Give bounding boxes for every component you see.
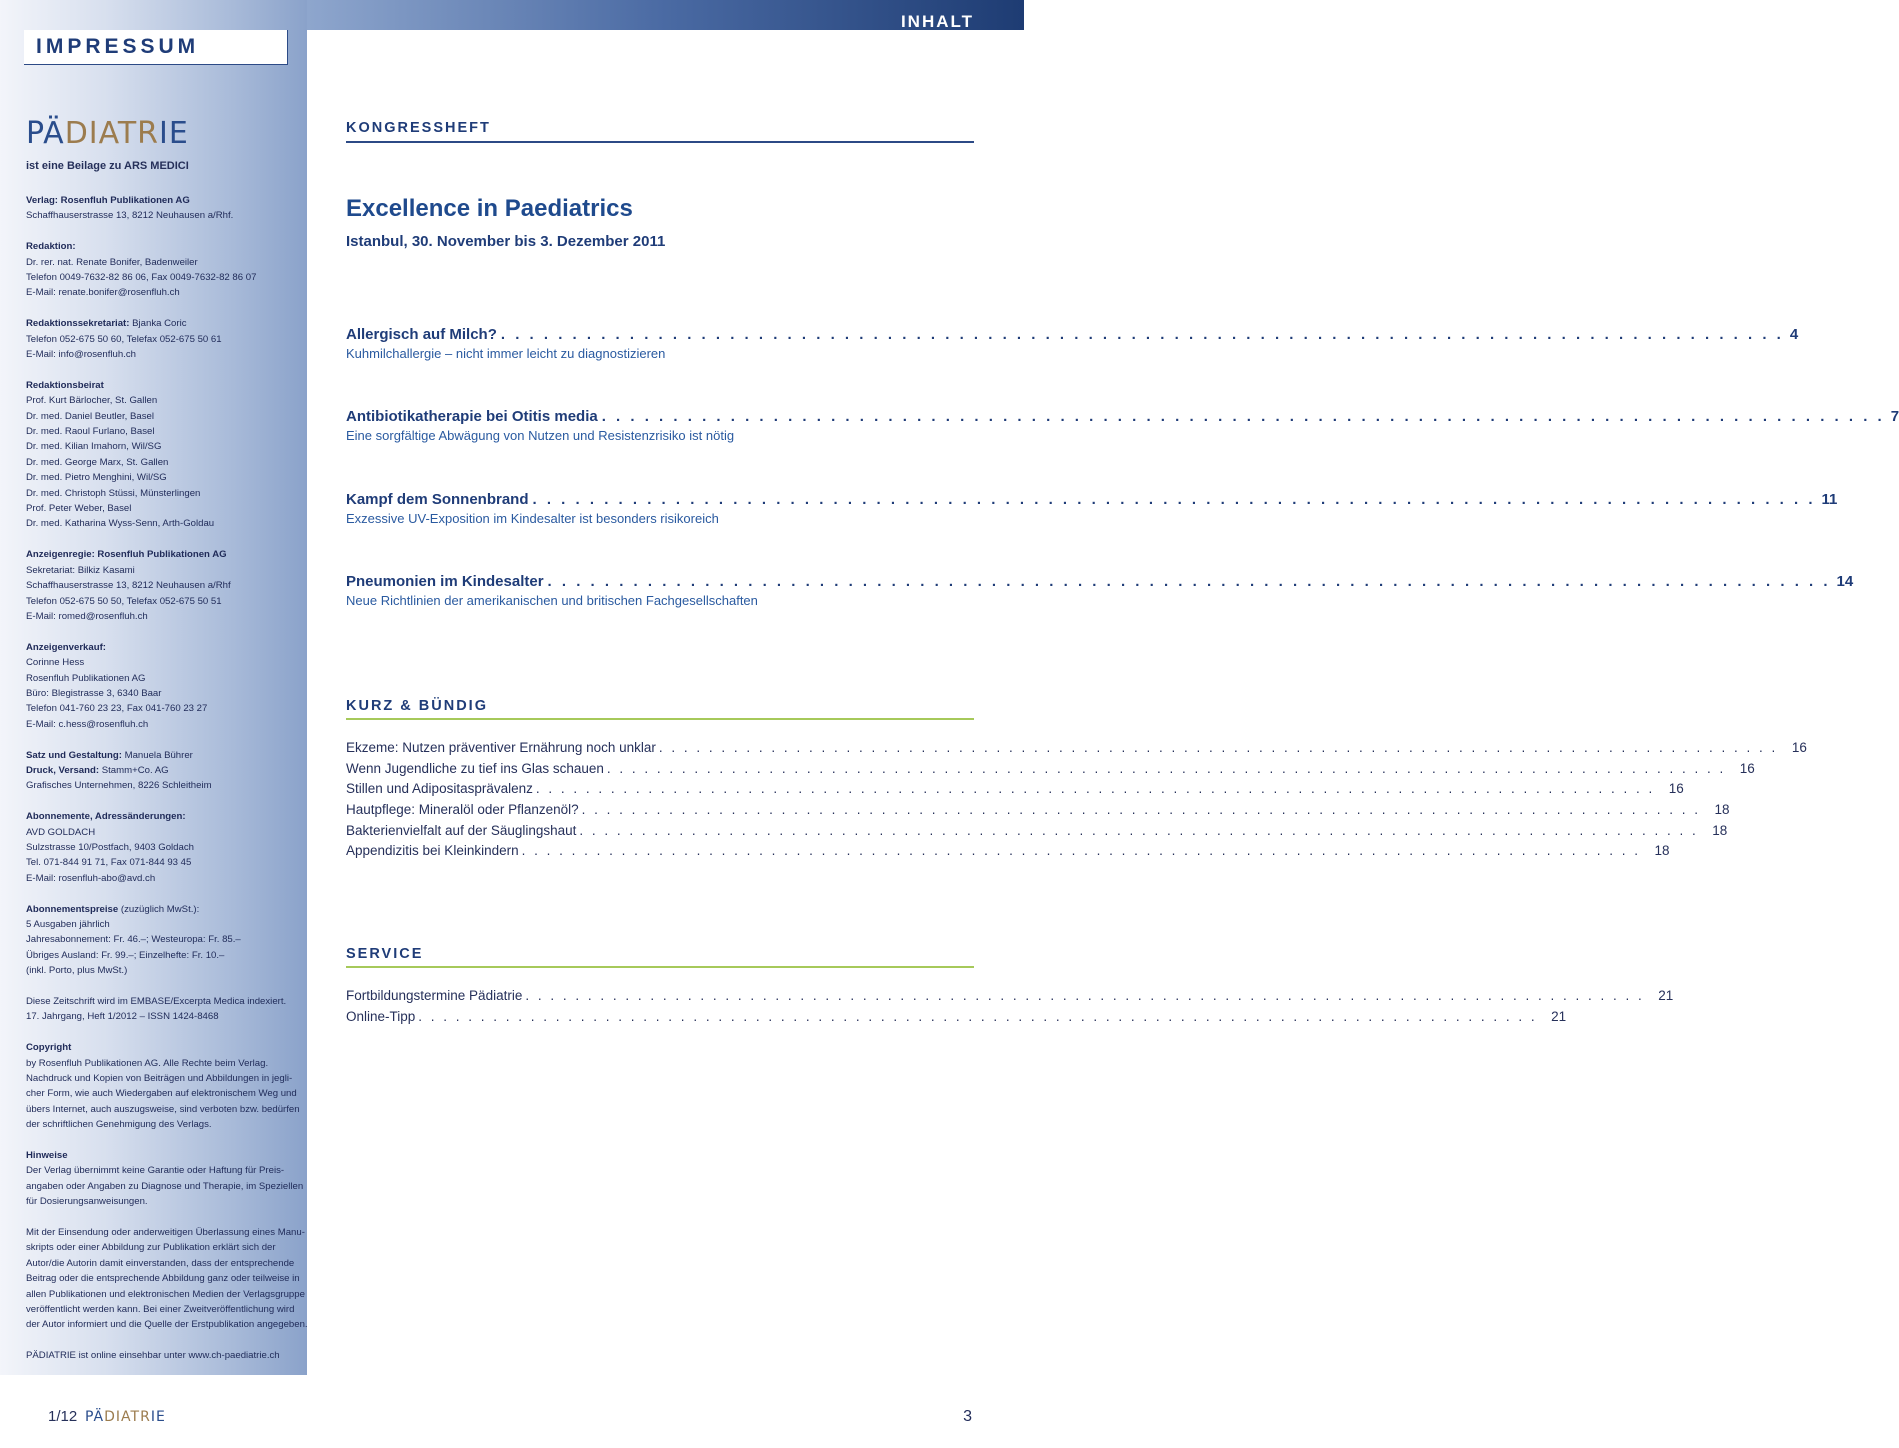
impressum-block [26,809,304,886]
impressum-line [26,563,304,578]
toc-entry-title: Allergisch auf Milch? [346,326,497,343]
kongress-title: Excellence in Paediatrics [346,195,633,222]
impressum-line-text: Autor/die Autorin damit einverstanden, dass der entsprechende [26,1257,295,1269]
impressum-line [26,609,304,624]
impressum-line [26,1009,304,1024]
impressum-line [26,963,304,978]
impressum-line-text: Übriges Ausland: Fr. 99.–; Einzelhefte: Fr. 10.– [26,949,225,961]
toc-leader-dots: . . . . . . . . . . . . . . . . . . . . . . . . . . . . . . . . . . . . . . . . . . . . . . . . . . . . . . . . . . . . . . . . . . . . . . . . . . . . . . . . . . . . . . . . . . [606,760,1726,776]
toc-entry[interactable] [346,821,1728,842]
impressum-line-heading: Copyright [26,1042,72,1054]
impressum-line [26,208,304,223]
impressum-line [26,778,304,793]
impressum-line [26,1148,304,1163]
impressum-line [26,547,304,562]
impressum-line-text: der Autor informiert und die Quelle der Erstpublikation angegeben. [26,1319,308,1331]
impressum-line [26,1287,304,1302]
footer-paediatrie-logo [85,1409,166,1425]
toc-leader-dots: . . . . . . . . . . . . . . . . . . . . . . . . . . . . . . . . . . . . . . . . . . . . . . . . . . . . . . . . . . . . . . . . . . . . . . . . . . . . . . . . . . . . . . . . . . [581,802,1701,818]
impressum-line [26,285,304,300]
logo-part-mid: DIATR [64,116,160,151]
impressum-line-text: Telefon 052-675 50 50, Telefax 052-675 50 51 [26,595,222,607]
paediatrie-logo [26,116,189,151]
logo-part-pre: PÄ [85,1409,105,1425]
impressum-line-text: Rosenfluh Publikationen AG [26,672,146,684]
impressum-line [26,332,304,347]
impressum-line-text: Schaffhauserstrasse 13, 8212 Neuhausen a/Rhf. [26,210,234,222]
kongress-subtitle: Istanbul, 30. November bis 3. Dezember 2011 [346,233,666,250]
impressum-line-heading: Abonnemente, Adressänderungen: [26,811,186,823]
toc-entry[interactable] [346,779,1684,800]
section-title-service: SERVICE [346,946,424,962]
logo-part-post: IE [150,1409,166,1425]
impressum-block [26,316,304,362]
impressum-line [26,1040,304,1055]
toc-entry-page: 14 [1836,573,1854,590]
impressum-line [26,686,304,701]
impressum-line-text: 17. Jahrgang, Heft 1/2012 – ISSN 1424-8468 [26,1011,219,1023]
footer-issue: 1/12 [48,1408,78,1425]
impressum-line [26,255,304,270]
toc-entry[interactable] [346,800,1730,821]
impressum-line-text: Mit der Einsendung oder anderweitigen Überlassung eines Manu- [26,1227,305,1239]
impressum-line-text: E-Mail: renate.bonifer@rosenfluh.ch [26,287,180,299]
section-rule-service [346,966,974,968]
impressum-line-text: Dr. med. Raoul Furlano, Basel [26,426,155,438]
impressum-line-text: Manuela Bührer [121,749,193,761]
impressum-line [26,1256,304,1271]
impressum-line-text: Telefon 0049-7632-82 86 06, Fax 0049-7632-82 86 07 [26,272,257,284]
impressum-line-heading: Redaktion: [26,241,76,253]
toc-entry-page: 7 [1890,408,1899,425]
impressum-line [26,671,304,686]
toc-entry-main[interactable] [346,491,1838,526]
impressum-line [26,748,304,763]
impressum-line-text: Dr. med. Daniel Beutler, Basel [26,410,154,422]
toc-entry-main[interactable] [346,408,1899,443]
impressum-block [26,378,304,532]
toc-entry[interactable] [346,1007,1567,1028]
impressum-line [26,840,304,855]
impressum-line [26,424,304,439]
impressum-line-text: Dr. med. George Marx, St. Gallen [26,456,169,468]
impressum-line-text: Dr. med. Pietro Menghini, Wil/SG [26,472,167,484]
impressum-line [26,470,304,485]
impressum-line [26,1071,304,1086]
toc-leader-dots: . . . . . . . . . . . . . . . . . . . . . . . . . . . . . . . . . . . . . . . . . . . . . . . . . . . . . . . . . . . . . . . . . . . . . . . . . . . . . . . . . . . . . . . . . . [521,843,1641,859]
impressum-line [26,871,304,886]
impressum-line [26,701,304,716]
impressum-line-text: Stamm+Co. AG [99,764,169,776]
impressum-line-text: skripts oder einer Abbildung zur Publikation erklärt sich der [26,1242,276,1254]
impressum-line-text: allen Publikationen und elektronischen Medien der Verlagsgruppe [26,1288,305,1300]
impressum-sidebar [0,0,307,1375]
toc-list-service [346,986,1674,1027]
impressum-line [26,193,304,208]
impressum-line-text: E-Mail: romed@rosenfluh.ch [26,610,148,622]
impressum-line [26,655,304,670]
impressum-line-heading: Satz und Gestaltung: [26,749,122,761]
toc-entry[interactable] [346,841,1670,862]
impressum-line [26,1102,304,1117]
impressum-line-text: Diese Zeitschrift wird im EMBASE/Excerpta Medica indexiert. [26,995,287,1007]
logo-part-pre: PÄ [26,116,65,151]
toc-entry-main[interactable] [346,326,1799,361]
impressum-line-text: der schriftlichen Genehmigung des Verlags. [26,1119,212,1131]
toc-leader-dots: . . . . . . . . . . . . . . . . . . . . . . . . . . . . . . . . . . . . . . . . . . . . . . . . . . . . . . . . . . . . . . . . . . . . . . . . . . . . . . . . . . . . . . . . . . [418,1008,1538,1024]
toc-entry-title: Online-Tipp [346,1008,416,1024]
impressum-line-text: by Rosenfluh Publikationen AG. Alle Rechte beim Verlag. [26,1057,269,1069]
toc-entry-title: Kampf dem Sonnenbrand [346,491,529,508]
impressum-line-text: Dr. rer. nat. Renate Bonifer, Badenweiler [26,256,198,268]
toc-entry-title: Fortbildungstermine Pädiatrie [346,988,523,1003]
impressum-line [26,717,304,732]
toc-entry-page: 16 [1739,760,1755,776]
impressum-line [26,347,304,362]
impressum-line [26,948,304,963]
impressum-line-text: E-Mail: rosenfluh-abo@avd.ch [26,872,156,884]
impressum-block [26,547,304,624]
impressum-line [26,855,304,870]
impressum-line [26,1317,308,1332]
toc-list-kurz [346,738,1807,862]
impressum-line [26,316,304,331]
logo-part-post: IE [159,116,189,151]
impressum-line-text: Büro: Blegistrasse 3, 6340 Baar [26,687,162,699]
impressum-block [26,1225,308,1333]
toc-entry-title: Wenn Jugendliche zu tief ins Glas schauen [346,760,604,776]
toc-leader-dots: . . . . . . . . . . . . . . . . . . . . . . . . . . . . . . . . . . . . . . . . . . . . . . . . . . . . . . . . . . . . . . . . . . . . . . . . . . . . . . . . . . . . . . . . . . [579,822,1699,838]
section-rule-kurz [346,718,974,720]
impressum-line [26,455,304,470]
section-rule-kongressheft [346,141,974,143]
impressum-line [26,640,304,655]
impressum-block [26,1348,304,1363]
impressum-line-text: angaben oder Angaben zu Diagnose und Therapie, im Speziellen [26,1180,304,1192]
toc-entry-subtitle: Neue Richtlinien der amerikanischen und britischen Fachgesellschaften [346,593,758,608]
impressum-line [26,1194,304,1209]
impressum-line [26,1240,304,1255]
impressum-line [26,1056,304,1071]
impressum-line-text: übers Internet, auch auszugsweise, sind verboten bzw. bedürfen [26,1103,300,1115]
impressum-line [26,1302,304,1317]
impressum-line [26,501,304,516]
toc-entry-title: Hautpflege: Mineralöl oder Pflanzenöl? [346,802,579,818]
toc-entry-page: 16 [1791,740,1807,755]
impressum-line [26,1163,304,1178]
impressum-line-text: Dr. med. Kilian Imahorn, Wil/SG [26,441,162,453]
toc-entry-page: 18 [1654,843,1670,859]
impressum-line-text: Prof. Peter Weber, Basel [26,503,132,515]
logo-part-mid: DIATR [104,1409,151,1425]
toc-entry-page: 21 [1658,988,1674,1003]
impressum-line [26,239,304,254]
impressum-line [26,1271,304,1286]
impressum-line-text: AVD GOLDACH [26,826,96,838]
toc-leader-dots: . . . . . . . . . . . . . . . . . . . . . . . . . . . . . . . . . . . . . . . . . . . . . . . . . . . . . . . . . . . . . . . . . . . . . . . . . . . . . . . . . . . . . . . . . . [547,573,1831,590]
toc-entry[interactable] [346,986,1674,1007]
toc-entry-page: 18 [1714,802,1730,818]
toc-leader-dots: . . . . . . . . . . . . . . . . . . . . . . . . . . . . . . . . . . . . . . . . . . . . . . . . . . . . . . . . . . . . . . . . . . . . . . . . . . . . . . . . . . . . . . . . . . [535,781,1655,797]
impressum-line-text: Sulzstrasse 10/Postfach, 9403 Goldach [26,841,194,853]
impressum-line-text: Der Verlag übernimmt keine Garantie oder Haftung für Preis- [26,1165,285,1177]
impressum-line-heading: Hinweise [26,1150,68,1162]
impressum-block [26,1148,304,1210]
impressum-line [26,1348,304,1363]
impressum-block [26,902,304,979]
impressum-line-text: PÄDIATRIE ist online einsehbar unter www.ch-paediatrie.ch [26,1350,280,1362]
impressum-block [26,640,304,732]
impressum-line-text: für Dosierungsanweisungen. [26,1196,148,1208]
impressum-line-text: Grafisches Unternehmen, 8226 Schleitheim [26,780,212,792]
impressum-line [26,932,304,947]
impressum-line-text: 5 Ausgaben jährlich [26,918,110,930]
impressum-line [26,516,304,531]
impressum-line-text: Schaffhauserstrasse 13, 8212 Neuhausen a/Rhf [26,580,231,592]
impressum-line-text: Sekretariat: Bilkiz Kasami [26,564,135,576]
impressum-block [26,748,304,794]
impressum-line [26,825,304,840]
impressum-line-heading: Abonnementspreise [26,903,119,915]
inhalt-tab-label: INHALT [900,12,974,31]
toc-entry-subtitle: Exzessive UV-Exposition im Kindesalter ist besonders risikoreich [346,511,719,526]
impressum-header-box [24,30,288,65]
toc-leader-dots: . . . . . . . . . . . . . . . . . . . . . . . . . . . . . . . . . . . . . . . . . . . . . . . . . . . . . . . . . . . . . . . . . . . . . . . . . . . . . . . . . . . . . . . . . . [500,326,1784,343]
impressum-line [26,594,304,609]
impressum-blocks [26,193,308,1379]
impressum-line-text: Corinne Hess [26,657,85,669]
impressum-title: IMPRESSUM [36,35,200,58]
toc-entry-title: Antibiotikatherapie bei Otitis media [346,408,598,425]
impressum-line [26,486,304,501]
toc-entry-title: Stillen und Adipositasprävalenz [346,781,533,797]
impressum-line [26,1086,304,1101]
impressum-line [26,270,304,285]
impressum-line-text: Dr. med. Katharina Wyss-Senn, Arth-Goldau [26,518,215,530]
toc-entry-title: Ekzeme: Nutzen präventiver Ernährung noch unklar [346,740,656,755]
impressum-line-heading: Verlag: Rosenfluh Publikationen AG [26,195,190,206]
impressum-line-text: Tel. 071-844 91 71, Fax 071-844 93 45 [26,857,192,869]
section-title-kurz: KURZ & BÜNDIG [346,698,488,714]
impressum-line [26,809,304,824]
impressum-block [26,994,304,1025]
impressum-line-heading: Anzeigenregie: Rosenfluh Publikationen AG [26,549,227,561]
impressum-line [26,409,304,424]
impressum-line-text: Prof. Kurt Bärlocher, St. Gallen [26,395,158,407]
impressum-line [26,393,304,408]
toc-entry-page: 11 [1821,491,1838,508]
toc-leader-dots: . . . . . . . . . . . . . . . . . . . . . . . . . . . . . . . . . . . . . . . . . . . . . . . . . . . . . . . . . . . . . . . . . . . . . . . . . . . . . . . . . . . . . . . . . . [532,491,1816,508]
toc-entry-page: 16 [1668,781,1684,797]
impressum-line [26,439,304,454]
impressum-line [26,1117,304,1132]
toc-entry-subtitle: Eine sorgfältige Abwägung von Nutzen und Resistenzrisiko ist nötig [346,428,735,443]
impressum-block [26,1040,304,1132]
impressum-line-text: (inkl. Porto, plus MwSt.) [26,965,128,977]
section-title-kongressheft: KONGRESSHEFT [346,120,491,136]
toc-leader-dots: . . . . . . . . . . . . . . . . . . . . . . . . . . . . . . . . . . . . . . . . . . . . . . . . . . . . . . . . . . . . . . . . . . . . . . . . . . . . . . . . . . . . . . . . . . [601,408,1885,425]
impressum-line [26,578,304,593]
impressum-line [26,917,304,932]
impressum-line [26,1225,304,1240]
impressum-line-text: veröffentlicht werden kann. Bei einer Zweitveröffentlichung wird [26,1304,295,1316]
footer-page-number: 3 [963,1408,972,1425]
impressum-line [26,902,304,917]
impressum-line-text: E-Mail: info@rosenfluh.ch [26,349,136,361]
impressum-line-heading: Anzeigenverkauf: [26,641,106,653]
impressum-line-heading: Redaktionsbeirat [26,379,104,391]
impressum-line-text: (zuzüglich MwSt.): [118,903,200,915]
impressum-line-heading: Druck, Versand: [26,764,100,776]
impressum-line-text: Jahresabonnement: Fr. 46.–; Westeuropa: Fr. 85.– [26,934,241,946]
impressum-line-text: E-Mail: c.hess@rosenfluh.ch [26,718,149,730]
impressum-line-text: Beitrag oder die entsprechende Abbildung ganz oder teilweise in [26,1273,300,1285]
impressum-line-text: Telefon 041-760 23 23, Fax 041-760 23 27 [26,703,208,715]
toc-leader-dots: . . . . . . . . . . . . . . . . . . . . . . . . . . . . . . . . . . . . . . . . . . . . . . . . . . . . . . . . . . . . . . . . . . . . . . . . . . . . . . . . . . . . . . . . . . [658,740,1778,755]
impressum-line [26,994,304,1009]
toc-entry-main[interactable] [346,573,1854,608]
toc-entry-title: Pneumonien im Kindesalter [346,573,544,590]
beilage-note: ist eine Beilage zu ARS MEDICI [26,160,189,172]
toc-entry-page: 18 [1712,822,1728,838]
impressum-line [26,763,304,778]
impressum-line-text: Bjanka Coric [129,318,187,330]
impressum-line [26,1179,304,1194]
impressum-line-text: cher Form, wie auch Wiedergaben auf elektronischem Weg und [26,1088,297,1100]
impressum-line-text: Nachdruck und Kopien von Beiträgen und Abbildungen in jegli- [26,1073,293,1084]
toc-leader-dots: . . . . . . . . . . . . . . . . . . . . . . . . . . . . . . . . . . . . . . . . . . . . . . . . . . . . . . . . . . . . . . . . . . . . . . . . . . . . . . . . . . . . . . . . . . [525,988,1645,1003]
toc-entry-page: 21 [1551,1008,1567,1024]
impressum-line-heading: Redaktionssekretariat: [26,318,130,330]
impressum-line-text: Dr. med. Christoph Stüssi, Münsterlingen [26,487,201,499]
toc-entry-subtitle: Kuhmilchallergie – nicht immer leicht zu diagnostizieren [346,346,666,361]
toc-entry-title: Appendizitis bei Kleinkindern [346,843,519,859]
impressum-line-text: Telefon 052-675 50 60, Telefax 052-675 50 61 [26,333,222,345]
impressum-block [26,193,304,224]
toc-entry-page: 4 [1789,326,1799,343]
impressum-block [26,239,304,301]
toc-entry[interactable] [346,738,1807,759]
toc-entry-title: Bakterienvielfalt auf der Säuglingshaut [346,822,577,838]
impressum-line [26,378,304,393]
toc-entry[interactable] [346,759,1755,780]
